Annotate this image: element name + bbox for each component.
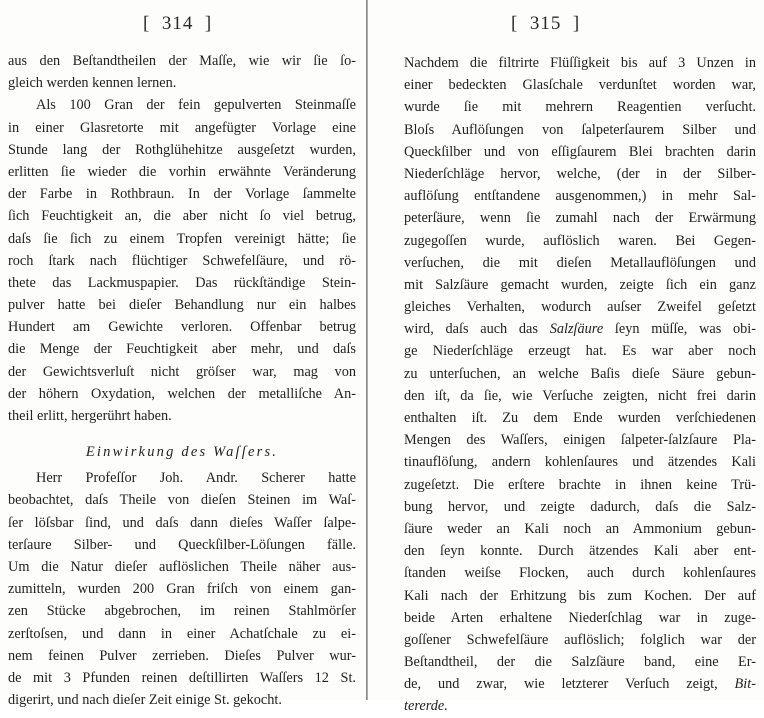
paragraph-line: roch ſtark nach flüchtiger Schwefelſäure, und rö- [8, 252, 356, 269]
paragraph-line: Kali nach der Erhitzung bis zum Kochen. Der auf [404, 587, 756, 604]
paragraph-line: der Gewichtsverluſt nicht gröſser war, mag von [8, 363, 356, 380]
paragraph-line: Bloſs Auflöſungen von ſalpeterſaurem Silber und [404, 121, 756, 138]
paragraph-line: ſäure weder an Kali noch an Ammonium gebun- [404, 520, 756, 537]
paragraph-line: Als 100 Gran der fein gepulverten Steinmaſſe [36, 97, 356, 114]
paragraph-line: thete das Lackmuspapier. Das rückſtändige Stein- [8, 274, 356, 291]
paragraph-line: peterſäure, wenn ſie zumahl nach der Erwärmung [404, 210, 756, 227]
paragraph-line: erlitten ſie wieder die vorhin erwähnte Veränderung [8, 163, 356, 180]
paragraph-line: auflöſung entſtandene ausgenommen,) in mehr Sal- [404, 188, 756, 205]
page-number-right: [ 315 ] [511, 13, 581, 34]
paragraph-line: bung hervor, und zeigte dadurch, daſs die Salz- [404, 498, 756, 515]
paragraph-line: ſtanden weiſse Flocken, auch durch kohlenſaures [404, 565, 756, 582]
paragraph-line: theil erlitt, hergerührt haben. [8, 408, 172, 424]
paragraph-line: Beſtandtheil, der die Salzſäure band, eine Er- [404, 654, 756, 671]
paragraph-line: der Farbe in Rothbraun. In der Vorlage ſammelte [8, 186, 356, 203]
italic-text: Salzſäure [549, 321, 604, 338]
paragraph-line: zu unterſuchen, an welche Baſis dieſe Säure gebun- [404, 365, 756, 382]
paragraph-line: Hundert am Gewichte verloren. Offenbar betrug [8, 319, 356, 336]
paragraph-line: nem feinen Pulver zerrieben. Dieſes Pulver wur- [8, 647, 356, 664]
paragraph-line: beobachtet, daſs Theile von dieſen Steinen im Waſ- [8, 492, 356, 509]
paragraph-line: terſaure Silber- und Queckſilber-Löſungen fälle. [8, 536, 356, 553]
paragraph-line: ge Niederſchläge erzeugt hat. Es war aber noch [404, 343, 756, 360]
paragraph-line: daſs ſie ſich zu einem Tropfen vereinigt hätte; ſie [8, 230, 356, 247]
paragraph-line: ſich Feuchtigkeit an, die aber nicht ſo viel betrug, [8, 208, 356, 225]
left-page-body [8, 50, 356, 711]
paragraph-line: zugeſetzt. Die erſtere brachte in ihnen keine Trü- [404, 476, 756, 493]
page-number-left: [ 314 ] [143, 13, 213, 34]
paragraph-line: zerſtoſsen, und dann in einer Achatſchale zu ei- [8, 625, 356, 642]
paragraph-line: tinauflöſung, andern kohlenſaures und ätzendes Kali [404, 454, 756, 471]
paragraph-line: ſer löſsbar ſind, und daſs dann dieſes Waſſer ſalpe- [8, 514, 356, 531]
paragraph-line: aus den Beſtandtheilen der Maſſe, wie wir ſie ſo- [8, 53, 356, 69]
paragraph-line: wird, daſs auch das Salzſäure ſeyn müſſe, was obi- [404, 321, 757, 338]
section-heading: Einwirkung des Waſſers. [85, 444, 279, 461]
paragraph-line [404, 695, 756, 717]
paragraph-line: Niederſchläge hervor, welche, (der in der Silber- [404, 165, 756, 182]
paragraph-line: zugegoſſen wurde, auflöslich waren. Bei Gegen- [404, 232, 756, 249]
right-page-body [404, 52, 756, 718]
paragraph-line: einer bedeckten Glasſchale verdunſtet worden war, [404, 77, 756, 94]
paragraph-line: verſuchen, die mit dieſen Metallauflöſungen und [404, 254, 756, 271]
paragraph-line: mit Salzſäure gemacht wurden, zeigte ſich ein ganz [404, 276, 756, 293]
paragraph-line: gleiches Verhalten, wodurch auſser Zweifel geſetzt [404, 299, 756, 316]
paragraph-line: Stunde lang der Rothglühehitze ausgeſetzt wurden, [8, 141, 356, 158]
paragraph-line: Herr Profeſſor Joh. Andr. Scherer hatte [36, 470, 356, 487]
paragraph-line: Nachdem die filtrirte Flüſſigkeit bis auf 3 Unzen in [404, 55, 756, 71]
paragraph-line: goſſener Schwefelſäure auflöslich; folglich war der [404, 631, 756, 648]
paragraph-line: den iſt, da ſie, wie Verſuche zeigten, nicht frei darin [404, 387, 756, 404]
paragraph-line: Um die Natur dieſer auflöslichen Theile näher aus- [8, 558, 356, 575]
paragraph-line: in einer Glasretorte mit angefügter Vorlage eine [8, 119, 356, 136]
paragraph-line: de mit 3 Pfunden reinen deſtillirten Waſſers 12 St. [8, 669, 356, 686]
paragraph-line: pulver hatte bei dieſer Behandlung nur ein halbes [8, 297, 356, 314]
paragraph-line: wurde ſie mit mehrern Reagentien verſucht. [404, 99, 756, 116]
paragraph-line: beide Arten erhaltene Niederſchlag war in zuge- [404, 609, 756, 626]
right-page [368, 0, 764, 715]
paragraph-line: den ſeyn konnte. Durch ätzendes Kali aber ent- [404, 543, 756, 560]
italic-text: tererde. [404, 698, 448, 715]
left-page [0, 0, 366, 709]
paragraph-line: der höhern Oxydation, welchen der metalliſche An- [8, 385, 356, 402]
paragraph-line: de, und zwar, wie letzterer Verſuch zeigt, Bit- [404, 676, 756, 693]
italic-text: Bit- [734, 676, 756, 693]
paragraph-line: digerirt, und nach dieſer Zeit einige St. gekocht. [8, 692, 282, 709]
paragraph-line: Mengen des Waſſers, einigen ſalpeter-ſalzſaure Pla- [404, 432, 756, 449]
paragraph-line: enthalten iſt. Zu dem Ende wurden verſchiedenen [404, 410, 756, 426]
paragraph-line: zen Stücke abgebrochen, im reinen Stahlmörſer [8, 603, 356, 620]
paragraph-line: die Menge der Feuchtigkeit aber mehr, und daſs [8, 341, 356, 358]
paragraph-line: Queckſilber und von eſſigſaurem Blei brachten darin [404, 143, 756, 160]
paragraph-line: gleich werden kennen lernen. [8, 75, 177, 92]
paragraph-line: zumitteln, wurden 200 Gran friſch von einem gan- [8, 581, 356, 598]
